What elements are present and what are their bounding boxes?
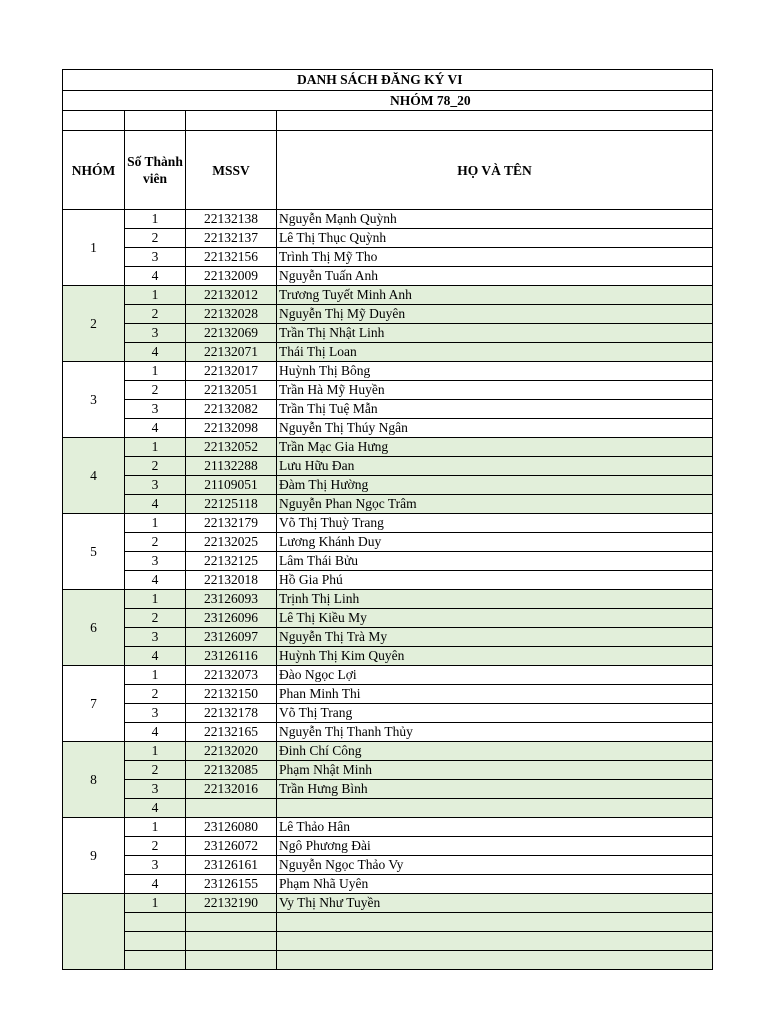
mssv-cell[interactable]: 22132125 (186, 552, 277, 571)
table-row (63, 438, 713, 457)
name-cell[interactable]: Nguyễn Thị Trà My (277, 628, 713, 647)
name-cell[interactable]: Nguyễn Thị Thúy Ngân (277, 419, 713, 438)
name-cell[interactable]: Ngô Phương Đài (277, 837, 713, 856)
name-cell[interactable]: Võ Thị Trang (277, 704, 713, 723)
table-row (63, 704, 713, 723)
cell[interactable] (186, 111, 277, 131)
group-number-cell[interactable]: 7 (63, 666, 125, 742)
table-row (63, 476, 713, 495)
member-no-cell[interactable]: 1 (125, 818, 186, 837)
mssv-cell[interactable]: 22132012 (186, 286, 277, 305)
mssv-cell[interactable]: 22132051 (186, 381, 277, 400)
mssv-cell[interactable]: 22125118 (186, 495, 277, 514)
table-row (63, 837, 713, 856)
name-cell[interactable]: Đàm Thị Hường (277, 476, 713, 495)
table-row (63, 799, 713, 818)
mssv-cell[interactable] (186, 951, 277, 970)
table-row (63, 305, 713, 324)
member-no-cell[interactable]: 4 (125, 875, 186, 894)
member-no-cell[interactable]: 2 (125, 837, 186, 856)
name-cell[interactable]: Nguyễn Tuấn Anh (277, 267, 713, 286)
mssv-cell[interactable]: 22132156 (186, 248, 277, 267)
table-row (63, 780, 713, 799)
name-cell[interactable]: Lương Khánh Duy (277, 533, 713, 552)
table-row (63, 856, 713, 875)
member-no-cell[interactable]: 3 (125, 856, 186, 875)
table-row (63, 723, 713, 742)
header-name[interactable]: HỌ VÀ TÊN (277, 131, 713, 210)
mssv-cell[interactable] (186, 799, 277, 818)
mssv-cell[interactable]: 22132028 (186, 305, 277, 324)
mssv-cell[interactable]: 23126097 (186, 628, 277, 647)
member-no-cell[interactable]: 4 (125, 419, 186, 438)
member-no-cell[interactable]: 4 (125, 647, 186, 666)
group-number-cell[interactable]: 6 (63, 590, 125, 666)
table-row (63, 343, 713, 362)
name-cell[interactable]: Trịnh Thị Linh (277, 590, 713, 609)
table-row (63, 400, 713, 419)
name-cell[interactable]: Trương Tuyết Minh Anh (277, 286, 713, 305)
name-cell[interactable]: Nguyễn Mạnh Quỳnh (277, 210, 713, 229)
name-cell[interactable]: Trần Hưng Bình (277, 780, 713, 799)
member-no-cell[interactable]: 1 (125, 286, 186, 305)
sheet-subtitle[interactable]: NHÓM 78_20 (63, 91, 713, 111)
member-no-cell[interactable]: 2 (125, 305, 186, 324)
name-cell[interactable]: Đinh Chí Công (277, 742, 713, 761)
name-cell[interactable]: Hồ Gia Phú (277, 571, 713, 590)
table-row (63, 761, 713, 780)
name-cell[interactable]: Huỳnh Thị Bông (277, 362, 713, 381)
table-row (63, 381, 713, 400)
title-row (63, 70, 713, 91)
member-no-cell[interactable]: 4 (125, 267, 186, 286)
table-row (63, 210, 713, 229)
mssv-cell[interactable]: 22132052 (186, 438, 277, 457)
table-row (63, 590, 713, 609)
mssv-cell[interactable] (186, 913, 277, 932)
mssv-cell[interactable]: 22132016 (186, 780, 277, 799)
header-row (63, 131, 713, 210)
member-no-cell[interactable]: 2 (125, 685, 186, 704)
member-no-cell[interactable] (125, 951, 186, 970)
mssv-cell[interactable]: 22132069 (186, 324, 277, 343)
table-row (63, 818, 713, 837)
table-row (63, 457, 713, 476)
mssv-cell[interactable]: 22132178 (186, 704, 277, 723)
member-no-cell[interactable]: 3 (125, 476, 186, 495)
table-row (63, 647, 713, 666)
group-number-cell[interactable]: 2 (63, 286, 125, 362)
table-row (63, 533, 713, 552)
member-no-cell[interactable]: 1 (125, 438, 186, 457)
mssv-cell[interactable]: 23126096 (186, 609, 277, 628)
member-no-cell[interactable]: 4 (125, 343, 186, 362)
name-cell[interactable] (277, 799, 713, 818)
mssv-cell[interactable]: 22132025 (186, 533, 277, 552)
table-row (63, 248, 713, 267)
table-row (63, 913, 713, 932)
table-row (63, 894, 713, 913)
mssv-cell[interactable]: 22132071 (186, 343, 277, 362)
mssv-cell[interactable]: 22132085 (186, 761, 277, 780)
member-no-cell[interactable]: 4 (125, 799, 186, 818)
mssv-cell[interactable]: 22132082 (186, 400, 277, 419)
name-cell[interactable]: Huỳnh Thị Kim Quyên (277, 647, 713, 666)
table-row (63, 628, 713, 647)
table-row (63, 495, 713, 514)
member-no-cell[interactable]: 2 (125, 229, 186, 248)
group-number-cell[interactable]: 4 (63, 438, 125, 514)
subtitle-row (63, 91, 713, 111)
table-row (63, 742, 713, 761)
member-no-cell[interactable]: 2 (125, 533, 186, 552)
name-cell[interactable]: Thái Thị Loan (277, 343, 713, 362)
member-no-cell[interactable]: 1 (125, 514, 186, 533)
mssv-cell[interactable]: 23126072 (186, 837, 277, 856)
cell[interactable] (277, 111, 713, 131)
name-cell[interactable] (277, 932, 713, 951)
table-row (63, 362, 713, 381)
mssv-cell[interactable]: 21132288 (186, 457, 277, 476)
header-group[interactable]: NHÓM (63, 131, 125, 210)
group-number-cell[interactable]: 3 (63, 362, 125, 438)
header-mssv[interactable]: MSSV (186, 131, 277, 210)
table-row (63, 685, 713, 704)
mssv-cell[interactable]: 23126080 (186, 818, 277, 837)
mssv-cell[interactable]: 22132073 (186, 666, 277, 685)
mssv-cell[interactable]: 22132190 (186, 894, 277, 913)
member-no-cell[interactable]: 1 (125, 666, 186, 685)
member-no-cell[interactable]: 2 (125, 381, 186, 400)
registration-table-body (63, 70, 713, 970)
mssv-cell[interactable]: 22132150 (186, 685, 277, 704)
table-row (63, 324, 713, 343)
member-no-cell[interactable]: 1 (125, 742, 186, 761)
table-row (63, 609, 713, 628)
member-no-cell[interactable]: 3 (125, 552, 186, 571)
mssv-cell[interactable]: 22132098 (186, 419, 277, 438)
member-no-cell[interactable]: 1 (125, 210, 186, 229)
cell[interactable] (63, 111, 125, 131)
member-no-cell[interactable]: 1 (125, 894, 186, 913)
group-number-cell[interactable]: 8 (63, 742, 125, 818)
table-row (63, 267, 713, 286)
sheet-title[interactable]: DANH SÁCH ĐĂNG KÝ VI (63, 70, 713, 91)
name-cell[interactable]: Vy Thị Như Tuyền (277, 894, 713, 913)
name-cell[interactable]: Trần Thị Nhật Linh (277, 324, 713, 343)
member-no-cell[interactable]: 4 (125, 495, 186, 514)
group-number-cell[interactable]: 1 (63, 210, 125, 286)
group-number-cell[interactable] (63, 894, 125, 970)
name-cell[interactable]: Nguyễn Thị Mỹ Duyên (277, 305, 713, 324)
mssv-cell[interactable]: 23126155 (186, 875, 277, 894)
name-cell[interactable]: Lê Thảo Hân (277, 818, 713, 837)
member-no-cell[interactable]: 1 (125, 590, 186, 609)
mssv-cell[interactable]: 22132020 (186, 742, 277, 761)
mssv-cell[interactable]: 22132138 (186, 210, 277, 229)
name-cell[interactable]: Đào Ngọc Lợi (277, 666, 713, 685)
name-cell[interactable]: Lưu Hữu Đan (277, 457, 713, 476)
mssv-cell[interactable]: 22132009 (186, 267, 277, 286)
table-row (63, 666, 713, 685)
member-no-cell[interactable]: 3 (125, 324, 186, 343)
mssv-cell[interactable]: 22132165 (186, 723, 277, 742)
mssv-cell[interactable]: 23126093 (186, 590, 277, 609)
group-number-cell[interactable]: 9 (63, 818, 125, 894)
spreadsheet-view (62, 69, 532, 945)
mssv-cell[interactable]: 23126161 (186, 856, 277, 875)
table-row (63, 571, 713, 590)
table-row (63, 286, 713, 305)
mssv-cell[interactable] (186, 932, 277, 951)
cell[interactable] (125, 111, 186, 131)
mssv-cell[interactable]: 21109051 (186, 476, 277, 495)
mssv-cell[interactable]: 23126116 (186, 647, 277, 666)
member-no-cell[interactable]: 2 (125, 457, 186, 476)
mssv-cell[interactable]: 22132179 (186, 514, 277, 533)
member-no-cell[interactable]: 3 (125, 400, 186, 419)
table-row (63, 951, 713, 970)
name-cell[interactable]: Trần Hà Mỹ Huyền (277, 381, 713, 400)
mssv-cell[interactable]: 22132018 (186, 571, 277, 590)
registration-table (62, 69, 713, 970)
name-cell[interactable]: Trần Thị Tuệ Mẫn (277, 400, 713, 419)
blank-row (63, 111, 713, 131)
name-cell[interactable]: Phạm Nhã Uyên (277, 875, 713, 894)
member-no-cell[interactable]: 3 (125, 628, 186, 647)
name-cell[interactable]: Phạm Nhật Minh (277, 761, 713, 780)
name-cell[interactable]: Nguyễn Phan Ngọc Trâm (277, 495, 713, 514)
member-no-cell[interactable]: 2 (125, 609, 186, 628)
group-number-cell[interactable]: 5 (63, 514, 125, 590)
member-no-cell[interactable]: 1 (125, 362, 186, 381)
mssv-cell[interactable]: 22132017 (186, 362, 277, 381)
member-no-cell[interactable]: 2 (125, 761, 186, 780)
table-row (63, 229, 713, 248)
mssv-cell[interactable]: 22132137 (186, 229, 277, 248)
member-no-cell[interactable]: 3 (125, 780, 186, 799)
member-no-cell[interactable]: 4 (125, 723, 186, 742)
name-cell[interactable]: Trình Thị Mỹ Tho (277, 248, 713, 267)
name-cell[interactable]: Lâm Thái Bửu (277, 552, 713, 571)
member-no-cell[interactable] (125, 913, 186, 932)
header-member-no[interactable]: Số Thành viên (125, 131, 186, 210)
table-row (63, 419, 713, 438)
member-no-cell[interactable]: 3 (125, 248, 186, 267)
table-row (63, 514, 713, 533)
name-cell[interactable]: Phan Minh Thi (277, 685, 713, 704)
name-cell[interactable]: Nguyễn Ngọc Thảo Vy (277, 856, 713, 875)
name-cell[interactable]: Lê Thị Thục Quỳnh (277, 229, 713, 248)
name-cell[interactable]: Trần Mạc Gia Hưng (277, 438, 713, 457)
name-cell[interactable]: Nguyễn Thị Thanh Thủy (277, 723, 713, 742)
table-row (63, 932, 713, 951)
member-no-cell[interactable] (125, 932, 186, 951)
table-row (63, 552, 713, 571)
name-cell[interactable] (277, 951, 713, 970)
name-cell[interactable]: Lê Thị Kiều My (277, 609, 713, 628)
name-cell[interactable] (277, 913, 713, 932)
table-row (63, 875, 713, 894)
member-no-cell[interactable]: 3 (125, 704, 186, 723)
member-no-cell[interactable]: 4 (125, 571, 186, 590)
name-cell[interactable]: Võ Thị Thuỳ Trang (277, 514, 713, 533)
